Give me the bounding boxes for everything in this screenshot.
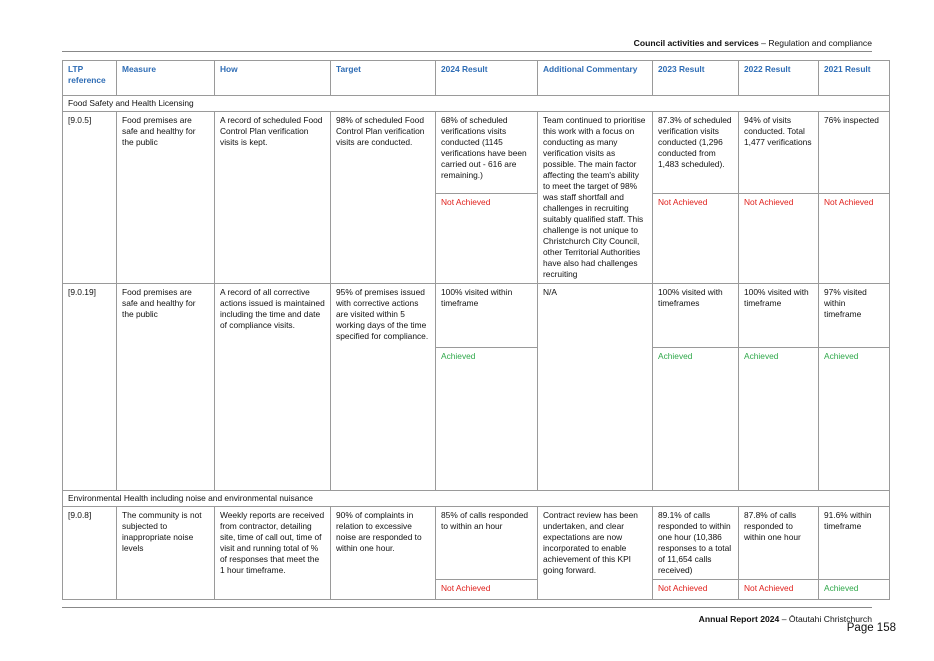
commentary-cell: Contract review has been undertaken, and clear expectations are now incorporated to enable achievement of this KPI going forward. [538, 507, 653, 600]
ltp-reference: [9.0.5] [63, 112, 117, 284]
status-2024: Achieved [436, 348, 538, 491]
footer-rule [62, 607, 872, 608]
performance-table [62, 60, 890, 600]
status-2021: Achieved [819, 348, 890, 491]
target-cell: 98% of scheduled Food Control Plan verification visits are conducted. [331, 112, 436, 284]
status-2023: Not Achieved [653, 580, 739, 600]
col-commentary: Additional Commentary [538, 61, 653, 96]
ltp-reference: [9.0.8] [63, 507, 117, 600]
status-2024: Not Achieved [436, 580, 538, 600]
target-cell: 90% of complaints in relation to excessive noise are responded to within one hour. [331, 507, 436, 600]
result-2022: 87.8% of calls responded to within one hour [739, 507, 819, 580]
footer-report-title: Annual Report 2024 [698, 614, 780, 624]
status-2021: Not Achieved [819, 194, 890, 284]
result-2021: 76% inspected [819, 112, 890, 194]
section-title: Environmental Health including noise and environmental nuisance [63, 491, 890, 507]
footer-place: – Ōtautahi Christchurch [779, 614, 872, 624]
measure-cell: The community is not subjected to inappropriate noise levels [117, 507, 215, 600]
running-header [634, 38, 872, 48]
col-how: How [215, 61, 331, 96]
status-2022: Not Achieved [739, 580, 819, 600]
result-2023: 89.1% of calls responded to within one hour (10,386 responses to a total of 11,654 calls received) [653, 507, 739, 580]
col-ltp-reference: LTP reference [63, 61, 117, 96]
measure-cell: Food premises are safe and healthy for the public [117, 112, 215, 284]
header-section-title: Council activities and services [633, 38, 759, 48]
result-2024: 68% of scheduled verifications visits conducted (1145 verifications have been carried out - 616 are remaining.) [436, 112, 538, 194]
status-2022: Achieved [739, 348, 819, 491]
col-2021-result: 2021 Result [819, 61, 890, 96]
header-row [63, 61, 890, 96]
section-title: Food Safety and Health Licensing [63, 96, 890, 112]
header-rule [62, 51, 872, 52]
col-2023-result: 2023 Result [653, 61, 739, 96]
col-2024-result: 2024 Result [436, 61, 538, 96]
col-2022-result: 2022 Result [739, 61, 819, 96]
result-2024: 85% of calls responded to within an hour [436, 507, 538, 580]
commentary-cell: Team continued to prioritise this work with a focus on conducting as many verification visits as possible. The main factor affecting the team's ability to meet the target of 98% was staff shortfall and challenges in recruiting suitably qualified staff. This challenge is not unique to Christchurch City Council, other Territorial Authorities have also had challenges recruiting [538, 112, 653, 284]
result-2024: 100% visited within timeframe [436, 284, 538, 348]
table-row [63, 284, 890, 348]
page-number: Page 158 [846, 622, 896, 634]
target-cell: 95% of premises issued with corrective actions are visited within 5 working days of the time specified for compliance. [331, 284, 436, 491]
how-cell: Weekly reports are received from contractor, detailing site, time of call out, time of visit and running total of % of responses that meet the 1 hour timeframe. [215, 507, 331, 600]
result-2022: 94% of visits conducted. Total 1,477 verifications [739, 112, 819, 194]
how-cell: A record of scheduled Food Control Plan verification visits is kept. [215, 112, 331, 284]
status-2022: Not Achieved [739, 194, 819, 284]
table-row [63, 112, 890, 194]
result-2021: 97% visited within timeframe [819, 284, 890, 348]
status-2023: Not Achieved [653, 194, 739, 284]
status-2023: Achieved [653, 348, 739, 491]
status-2024: Not Achieved [436, 194, 538, 284]
result-2022: 100% visited with timeframe [739, 284, 819, 348]
result-2023: 87.3% of scheduled verification visits conducted (1,296 conducted from 1,483 scheduled). [653, 112, 739, 194]
result-2023: 100% visited with timeframes [653, 284, 739, 348]
measure-cell: Food premises are safe and healthy for the public [117, 284, 215, 491]
commentary-cell: N/A [538, 284, 653, 491]
col-target: Target [331, 61, 436, 96]
ltp-reference: [9.0.19] [63, 284, 117, 491]
section-row [63, 96, 890, 112]
result-2021: 91.6% within timeframe [819, 507, 890, 580]
status-2021: Achieved [819, 580, 890, 600]
col-measure: Measure [117, 61, 215, 96]
section-row [63, 491, 890, 507]
how-cell: A record of all corrective actions issued is maintained including the time and date of compliance visits. [215, 284, 331, 491]
table-row [63, 507, 890, 580]
header-subsection: – Regulation and compliance [758, 38, 872, 48]
